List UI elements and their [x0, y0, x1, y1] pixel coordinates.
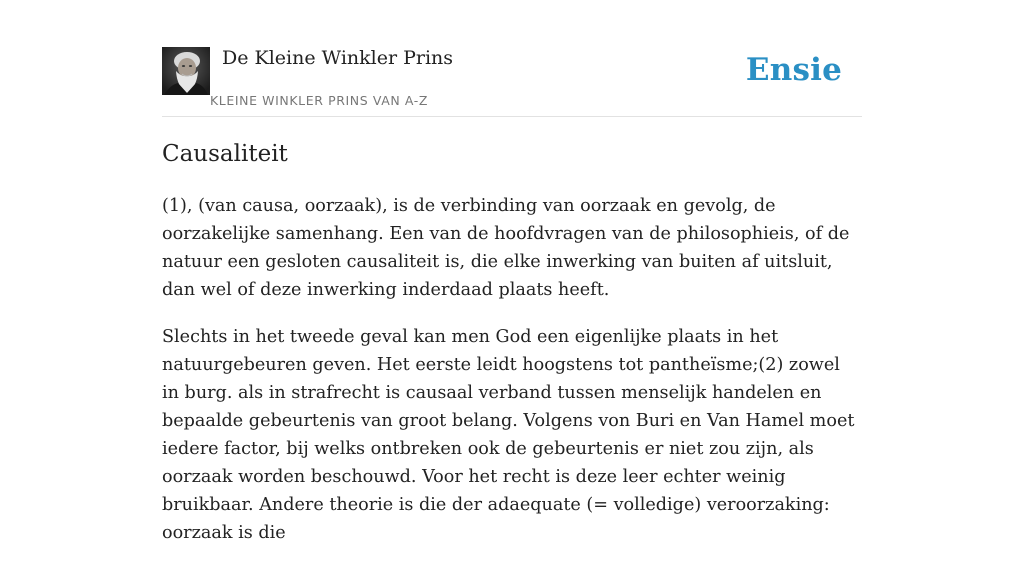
brand-logo[interactable]: Ensie: [745, 52, 842, 88]
article-paragraph: Slechts in het tweede geval kan men God een eigenlijke plaats in het natuurgebeuren geven. Het eerste leidt hoogstens tot pantheïsme;(2) zowel in burg. als in strafrecht is causaal verband tussen menselijk handelen en bepaalde gebeurtenis van groot belang. Volgens von Buri en Van Hamel moet iedere factor, bij welks ontbreken ook de gebeurtenis er niet zou zijn, als oorzaak worden beschouwd. Voor het recht is deze leer echter weinig bruikbaar. Andere theorie is die der adaequate (= volledige) veroorzaking: oorzaak is die: [162, 327, 855, 543]
article-page: [162, 0, 862, 543]
article-title: Causaliteit: [162, 141, 288, 167]
article-paragraph: (1), (van causa, oorzaak), is de verbinding van oorzaak en gevolg, de oorzakelijke samenhang. Een van de hoofdvragen van de philosophieis, of de natuur een gesloten causaliteit is, die elke inwerking van buiten af uitsluit, dan wel of deze inwerking inderdaad plaats heeft.: [162, 196, 850, 300]
article-body: [162, 192, 862, 566]
bearded-man-portrait-icon: [162, 47, 210, 95]
source-subtitle[interactable]: KLEINE WINKLER PRINS VAN A-Z: [210, 93, 429, 108]
source-header: [162, 0, 862, 117]
source-name[interactable]: De Kleine Winkler Prins: [222, 47, 454, 69]
source-avatar[interactable]: [162, 47, 210, 95]
